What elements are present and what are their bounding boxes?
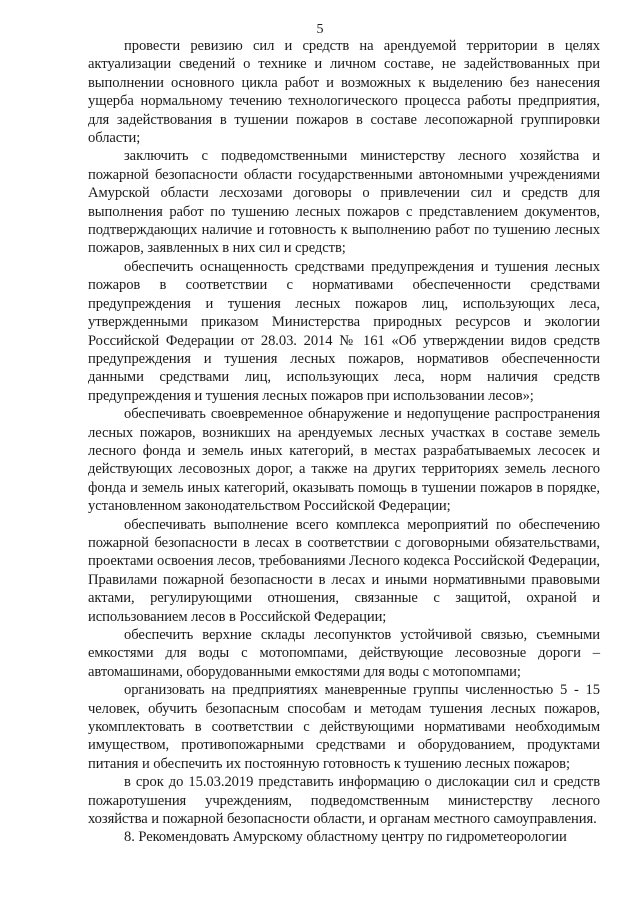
paragraph-deadline: в срок до 15.03.2019 представить информацию о дислокации сил и средств пожаротушения учреждениям, подведомственным министерству лесного хозяйства и пожарной безопасности области, и органам местного самоуправления. [88, 774, 600, 828]
paragraph-detection: обеспечивать своевременное обнаружение и недопущение распространения лесных пожаров, возникших на арендуемых лесных участках в составе земель лесного фонда и земель иных категорий, в местах разрабатываемых лесосек и действующих лесовозных дорог, а также на других территориях земель лесного фонда и земель иных категорий, оказывать помощь в тушении пожаров в порядке, установленном законодательством Российской Федерации; [88, 406, 600, 515]
page-number: 5 [316, 22, 324, 37]
paragraph-fire-safety: обеспечивать выполнение всего комплекса мероприятий по обеспечению пожарной безопасности в лесах в соответствии с договорными обязательствами, проектами освоения лесов, требованиями Лесного кодекса Российской Федерации, Правилами пожарной безопасности в лесах и иными нормативными правовыми актами, регулирующими отношения, связанные с защитой, охраной и использованием лесов в Российской Федерации; [88, 516, 600, 625]
paragraph-maneuver-groups: организовать на предприятиях маневренные группы численностью 5 - 15 человек, обучить безопасным способам и методам тушения лесных пожаров, укомплектовать в соответствии с действующими нормативами необходимым имуществом, противопожарными средствами и оборудованием, продуктами питания и обеспечить их постоянную готовность к тушению лесных пожаров; [88, 682, 600, 772]
document-body [88, 37, 600, 847]
paragraph-equipment: обеспечить оснащенность средствами предупреждения и тушения лесных пожаров в соответствии с нормативами обеспеченности средствами предупреждения и тушения лесных пожаров лиц, использующих леса, утвержденными приказом Министерства природных ресурсов и экологии Российской Федерации от 28.03. 2014 № 161 «Об утверждении видов средств предупреждения и тушения лесных пожаров, нормативов обеспеченности данными средствами лиц, использующих леса, норм наличия средств предупреждения и тушения лесных пожаров при использовании лесов»; [88, 258, 600, 404]
paragraph-warehouses: обеспечить верхние склады лесопунктов устойчивой связью, съемными емкостями для воды с мотопомпами, действующие лесовозные дороги – автомашинами, оборудованными емкостями для воды с мотопомпами; [88, 627, 600, 680]
paragraph-audit: провести ревизию сил и средств на арендуемой территории в целях актуализации сведений о технике и личном составе, не задействованных при выполнении основного цикла работ и возможных к выделению без нанесения ущерба нормальному течению технологического процесса работы предприятия, для задействования в тушении пожаров в составе лесопожарной группировки области; [88, 38, 600, 147]
paragraph-item-8: 8. Рекомендовать Амурскому областному центру по гидрометеорологии [124, 829, 567, 846]
paragraph-contracts: заключить с подведомственными министерству лесного хозяйства и пожарной безопасности области государственными автономными учреждениями Амурской области лесхозами договоры о привлечении сил и средств для выполнения работ по тушению лесных пожаров с представлением документов, подтверждающих наличие и готовность к выполнению работ по тушению лесных пожаров, заявленных в них сил и средств; [88, 148, 600, 257]
